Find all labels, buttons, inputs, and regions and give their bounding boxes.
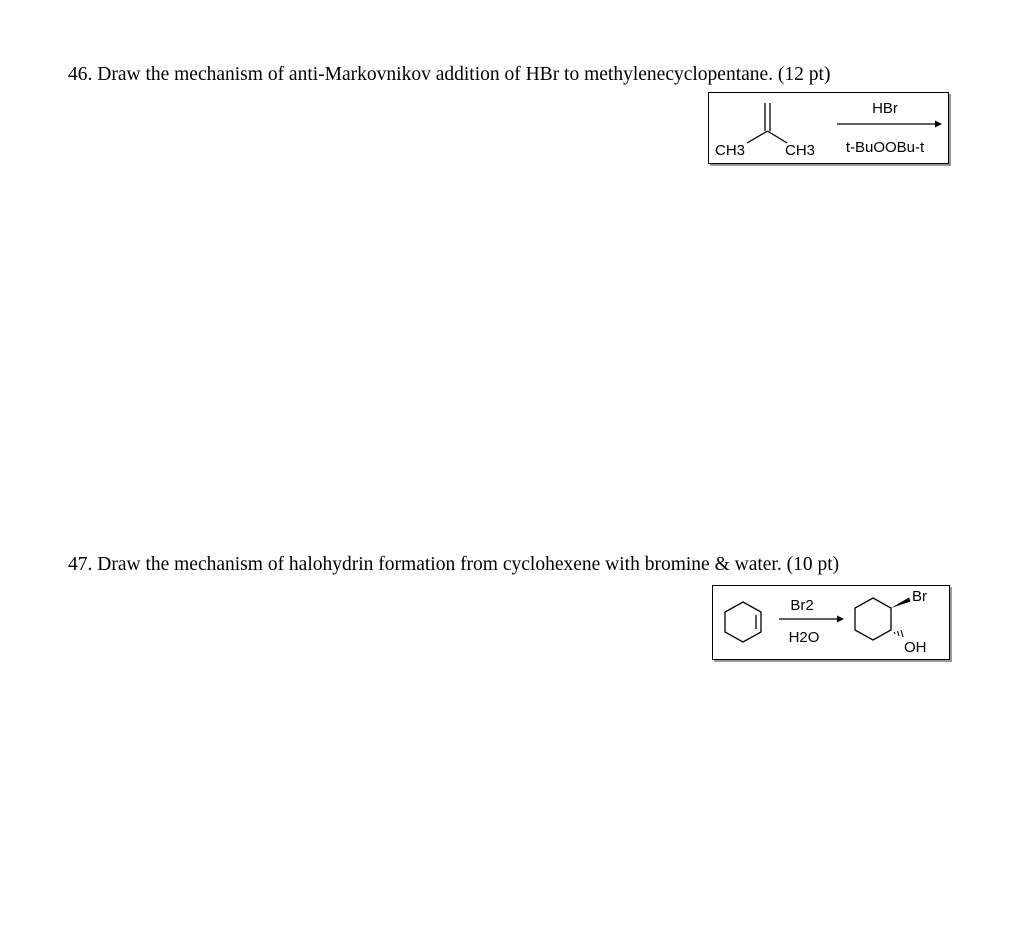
reagent-br2: Br2 <box>790 597 814 614</box>
right-methyl-label: CH3 <box>785 142 816 159</box>
reaction-scheme-46 <box>708 92 949 164</box>
left-bond <box>747 131 768 143</box>
reagent-h2o: H2O <box>788 629 820 646</box>
question-46 <box>68 64 830 86</box>
reaction-scheme-46-drawing <box>709 93 948 163</box>
reagent-hbr: HBr <box>872 100 898 117</box>
reagent-peroxide: t-BuOOBu-t <box>845 139 925 156</box>
arrow-head <box>935 121 942 128</box>
reaction-scheme-47 <box>712 585 950 660</box>
wedge-bond-br <box>891 598 911 609</box>
hash-bond-oh <box>894 630 903 637</box>
product-br-label: Br <box>912 588 927 605</box>
question-number: 47. <box>68 554 93 575</box>
product-oh-label: OH <box>904 639 927 656</box>
question-47 <box>68 554 839 576</box>
question-text: Draw the mechanism of anti-Markovnikov addition of HBr to methylenecyclopentane. (12 pt) <box>97 64 831 85</box>
arrow-head <box>837 616 844 623</box>
left-methyl-label: CH3 <box>715 142 746 159</box>
question-text: Draw the mechanism of halohydrin formation from cyclohexene with bromine & water. (10 pt) <box>97 554 840 575</box>
reaction-scheme-47-drawing <box>713 586 949 659</box>
cyclohexane-ring <box>855 598 891 640</box>
question-number: 46. <box>68 64 93 85</box>
